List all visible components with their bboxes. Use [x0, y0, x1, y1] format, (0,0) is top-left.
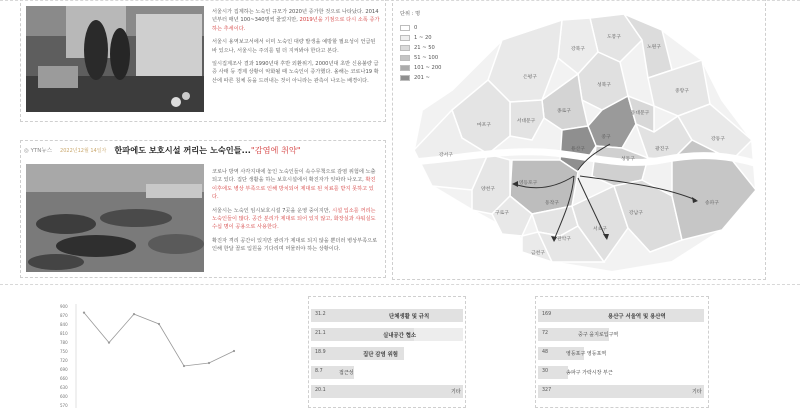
y-tick: 690 [60, 367, 68, 372]
district-label: 구로구 [495, 211, 509, 216]
district-label: 영등포구 [518, 181, 538, 186]
y-tick: 600 [60, 394, 68, 399]
bar-row [311, 325, 463, 344]
bar-fill [311, 385, 463, 398]
line-point [233, 350, 235, 352]
district-label: 강동구 [711, 137, 725, 142]
y-tick: 720 [60, 358, 68, 363]
bar-label: 단체생활 및 규칙 [389, 314, 430, 320]
news-photo-2 [26, 164, 204, 272]
line-point [108, 342, 110, 344]
district-label: 마포구 [477, 123, 491, 128]
article-1-paragraph-2: 서울시 용역보고서에서 이미 노숙인 대량 발생을 예방할 필요성이 언급된 바 있으나, 서울시는 주의를 덜 더 지켜봐야 한다고 본다. [212, 39, 376, 54]
bar-row [538, 363, 704, 382]
bar-label: 중구 을지로입구역 [578, 332, 619, 338]
article-2-paragraph-1: 코로나 방역 사각지대에 놓인 노숙인들이 속수무책으로 감염 위험에 노출되고 있다. 집단 생활을 하는 보호시설에서 확진자가 잇따라 나오고, 확진 이후에도 병상 부족으로 인해 방치되어 제대로 된 치료를 받지 못하고 있다. [212, 169, 376, 201]
district-label: 종로구 [557, 109, 571, 114]
seoul-map [392, 0, 766, 280]
district-label: 광진구 [655, 147, 669, 152]
legend-item: 1 ~ 20 [400, 33, 441, 43]
bar-label: 용산구 서울역 및 용산역 [608, 314, 666, 320]
article-2-paragraph-3: 확진자 격리 공간이 있지만 관리가 제대로 되지 않을 뿐더러 병상부족으로 인해 한달 꼴로 입원을 기다리며 머물러야 하는 상황이다. [212, 237, 378, 253]
district-label: 동작구 [545, 201, 559, 206]
district-label: 용산구 [571, 147, 585, 152]
bar-label: 기타 [692, 389, 702, 395]
bar-value: 31.2 [315, 312, 326, 317]
article-2-header [24, 143, 384, 157]
bar-fill [311, 309, 463, 322]
legend-item: 21 ~ 50 [400, 43, 441, 53]
bar-value: 20.1 [315, 388, 326, 393]
article-2-text [212, 168, 380, 259]
section-divider [0, 284, 800, 285]
news-source[interactable]: ◎ YTN뉴스 [24, 148, 53, 154]
bar-label: 집단 감염 위험 [363, 352, 398, 358]
line-point [83, 312, 85, 314]
line-point [158, 323, 160, 325]
legend-item: 101 ~ 200 [400, 63, 441, 73]
bar-row [538, 325, 704, 344]
district-label: 성동구 [621, 157, 635, 162]
legend-item: 0 [400, 23, 441, 33]
district-label: 도봉구 [607, 35, 621, 40]
line-point [208, 362, 210, 364]
district-label: 양천구 [481, 187, 495, 192]
bar-value: 21.1 [315, 331, 326, 336]
y-tick: 630 [60, 385, 68, 390]
district-label: 강북구 [571, 47, 585, 52]
bar-value: 169 [542, 312, 552, 317]
y-tick: 840 [60, 322, 68, 327]
district-label: 서초구 [593, 227, 607, 232]
bar-label: 영등포구 영등포역 [566, 351, 607, 357]
line-point [133, 313, 135, 315]
bar-row [311, 382, 463, 401]
district-label: 송파구 [705, 201, 719, 206]
line-chart [58, 298, 258, 408]
district-label: 중구 [601, 135, 611, 140]
bar-value: 327 [542, 388, 552, 393]
legend-item: 201 ~ [400, 73, 441, 83]
bar-label: 접근성 [339, 370, 354, 376]
bar-label: 실내공간 협소 [383, 333, 417, 339]
district-label: 중랑구 [675, 89, 689, 94]
district-label: 서대문구 [516, 119, 536, 124]
bar-row [538, 344, 704, 363]
bar-value: 72 [542, 331, 549, 336]
bar-value: 8.7 [315, 369, 323, 374]
bar-row [311, 306, 463, 325]
bar-value: 30 [542, 369, 549, 374]
article-1-paragraph-1: 서울시가 집계하는 노숙인 규모가 2020년 증가한 것으로 나타났다. 2014년부터 매년 100~340명씩 줄었지만, 2019년을 기점으로 다시 소폭 증가하는 추세이다. [212, 9, 380, 32]
district-label: 성북구 [597, 83, 611, 88]
bar-row [311, 363, 463, 382]
district-label: 노원구 [647, 45, 661, 50]
y-tick: 660 [60, 376, 68, 381]
district-label: 관악구 [557, 237, 571, 242]
district-label: 은평구 [523, 75, 537, 80]
line-point [183, 365, 185, 367]
article-1-paragraph-3: 일시집계조사 결과 1990년대 후반 외환위기, 2000년대 초반 신용불량 급증 사태 등 경제 상황이 악화될 때 노숙인이 증가했다. 올해는 코로나19 확산에 따른 침체 등을 드러내는 것이 아니라는 관측이 나오는 배경이다. [212, 61, 379, 84]
district-label: 강서구 [439, 153, 453, 158]
news-photo-1 [26, 6, 204, 112]
reasons-bar-list [311, 306, 463, 401]
district-label: 금천구 [531, 251, 545, 256]
legend-item: 51 ~ 100 [400, 53, 441, 63]
bar-fill [538, 385, 704, 398]
bar-label: 송파구 가락시장 부근 [566, 370, 613, 376]
bar-row [538, 382, 704, 401]
line-series [84, 313, 234, 366]
y-tick: 780 [60, 340, 68, 345]
legend-title: 단위 : 명 [400, 11, 421, 17]
y-tick: 570 [60, 403, 68, 408]
y-tick: 750 [60, 349, 68, 354]
y-tick: 870 [60, 313, 68, 318]
article-1-text [212, 8, 380, 90]
bar-value: 48 [542, 350, 549, 355]
district-label: 동대문구 [630, 111, 650, 116]
y-tick: 810 [60, 331, 68, 336]
y-tick: 900 [60, 304, 68, 309]
district-label: 강남구 [629, 211, 643, 216]
bar-row [538, 306, 704, 325]
article-date: 2022년12월 14일자 [60, 147, 107, 154]
article-headline[interactable]: 한파에도 보호시설 꺼리는 노숙인들..."감염에 취약" [114, 144, 301, 155]
bar-label: 기타 [451, 389, 461, 395]
article-2-paragraph-2: 서울시는 노숙인 임시보호시설 7곳을 운영 중이지만, 시설 입소를 꺼리는 노숙인들이 많다. 공간 분리가 제대로 되어 있지 않고, 화장실과 샤워실도 수십 명이 공용으로 사용한다. [212, 207, 376, 231]
bar-value: 18.9 [315, 350, 326, 355]
bar-row [311, 344, 463, 363]
locations-bar-list [538, 306, 704, 401]
